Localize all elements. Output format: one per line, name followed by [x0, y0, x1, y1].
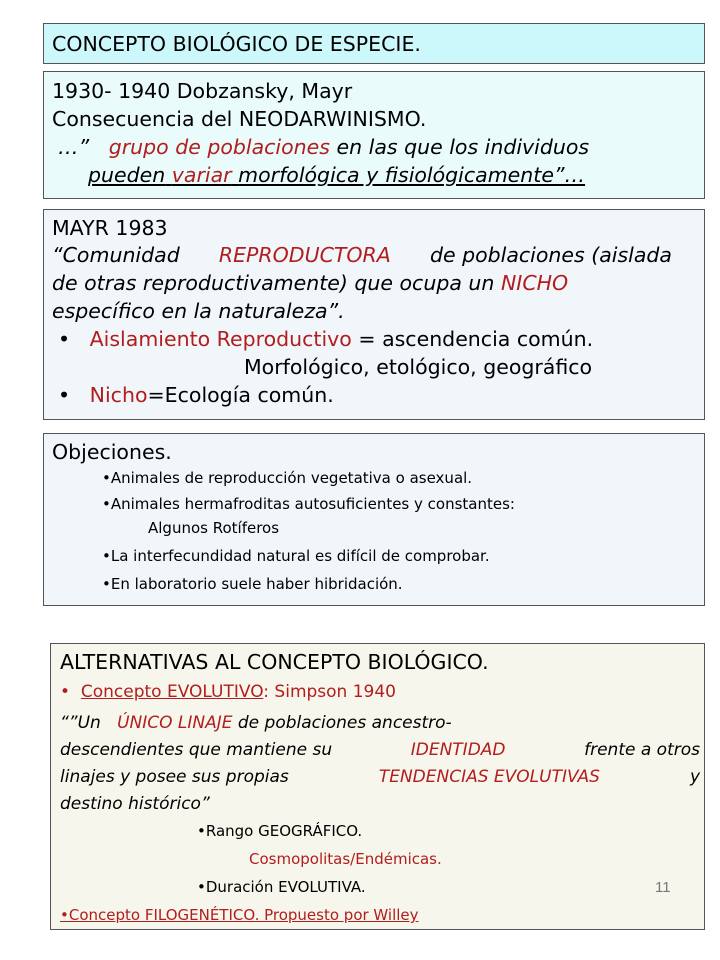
neodarwinism-box [43, 71, 705, 199]
quote-line-2 [88, 163, 585, 188]
simpson-q3b: TENDENCIAS EVOLUTIVAS [378, 767, 600, 787]
quote-red-1: grupo de poblaciones [108, 135, 330, 159]
concepto-filogenetico: •Concepto FILOGENÉTICO. Propuesto por Willey [60, 906, 419, 924]
mayr-q1b: REPRODUCTORA [218, 243, 391, 267]
duracion-evolutiva: •Duración EVOLUTIVA. [197, 878, 366, 896]
mayr-q2: de otras reproductivamente) que ocupa un [52, 271, 495, 295]
title-box [43, 23, 705, 64]
rango-geografico: •Rango GEOGRÁFICO. [197, 822, 363, 840]
title-text: CONCEPTO BIOLÓGICO DE ESPECIE. [52, 32, 421, 56]
mayr-q1c: de poblaciones (aislada [429, 243, 672, 267]
objections-heading: Objeciones. [52, 440, 172, 464]
mayr-quote-line-1 [52, 243, 672, 268]
dates-authors: 1930- 1940 Dobzansky, Mayr [52, 79, 353, 103]
mayr-box [43, 209, 705, 420]
objection-item: •Animales de reproducción vegetativa o asexual. [102, 469, 473, 487]
simpson-q1b: ÚNICO LINAJE [117, 713, 233, 733]
aislamiento-label: Aislamiento Reproductivo [89, 327, 352, 351]
quote-red-2: variar [171, 163, 232, 187]
mayr-quote-line-3: específico en la naturaleza”. [52, 299, 345, 323]
neodarwinism-line: Consecuencia del NEODARWINISMO. [52, 107, 427, 131]
concepto-evolutivo-line [60, 681, 396, 703]
simpson-q1c: de poblaciones ancestro- [237, 713, 452, 733]
simpson-q1a: “”Un [60, 713, 101, 733]
nicho-label: Nicho [89, 383, 148, 407]
objection-subitem: Algunos Rotíferos [148, 519, 280, 537]
objection-item: •Animales hermafroditas autosuficientes y constantes: [102, 495, 515, 513]
aislamiento-rest: = ascendencia común. [358, 327, 594, 351]
simpson-quote-line-1 [60, 712, 700, 734]
objection-item: •En laboratorio suele haber hibridación. [102, 575, 403, 593]
quote-mid-1: en las que los individuos [336, 135, 590, 159]
objections-box [43, 433, 705, 606]
mayr-q2b: NICHO [500, 271, 569, 295]
nicho-rest: =Ecología común. [147, 383, 334, 407]
simpson-q3c: y [689, 767, 700, 787]
bullet-dot: • [60, 682, 71, 702]
alternatives-box [50, 643, 705, 930]
simpson-q2a: descendientes que mantiene su [60, 740, 333, 760]
quote-mid-2: pueden [88, 163, 166, 187]
bullet-dot: • [58, 327, 71, 351]
quote-line-1 [58, 135, 589, 160]
concepto-evolutivo-label: Concepto EVOLUTIVO [80, 682, 264, 702]
aislamiento-types: Morfológico, etológico, geográfico [244, 355, 593, 379]
mayr-heading: MAYR 1983 [52, 216, 168, 240]
page-number: 11 [655, 879, 671, 896]
objection-item: •La interfecundidad natural es difícil de comprobar. [102, 547, 490, 565]
simpson-quote-line-3 [60, 766, 700, 788]
bullet-nicho [58, 383, 334, 408]
cosmopolitas-endemicas: Cosmopolitas/Endémicas. [249, 850, 442, 868]
quote-open: …” [58, 135, 90, 159]
simpson-quote-line-2 [60, 739, 700, 761]
simpson-q3a: linajes y posee sus propias [60, 767, 289, 787]
simpson-q2b: IDENTIDAD [410, 740, 506, 760]
bullet-aislamiento [58, 327, 593, 352]
mayr-quote-line-2 [52, 271, 568, 296]
concepto-evolutivo-rest: : Simpson 1940 [263, 682, 396, 702]
simpson-q2c: frente a otros [584, 740, 700, 760]
bullet-dot: • [58, 383, 71, 407]
simpson-quote-line-4: destino histórico” [60, 794, 210, 814]
alternatives-heading: ALTERNATIVAS AL CONCEPTO BIOLÓGICO. [60, 650, 489, 674]
quote-end: morfológica y fisiológicamente”… [238, 163, 586, 187]
mayr-q1a: “Comunidad [52, 243, 180, 267]
